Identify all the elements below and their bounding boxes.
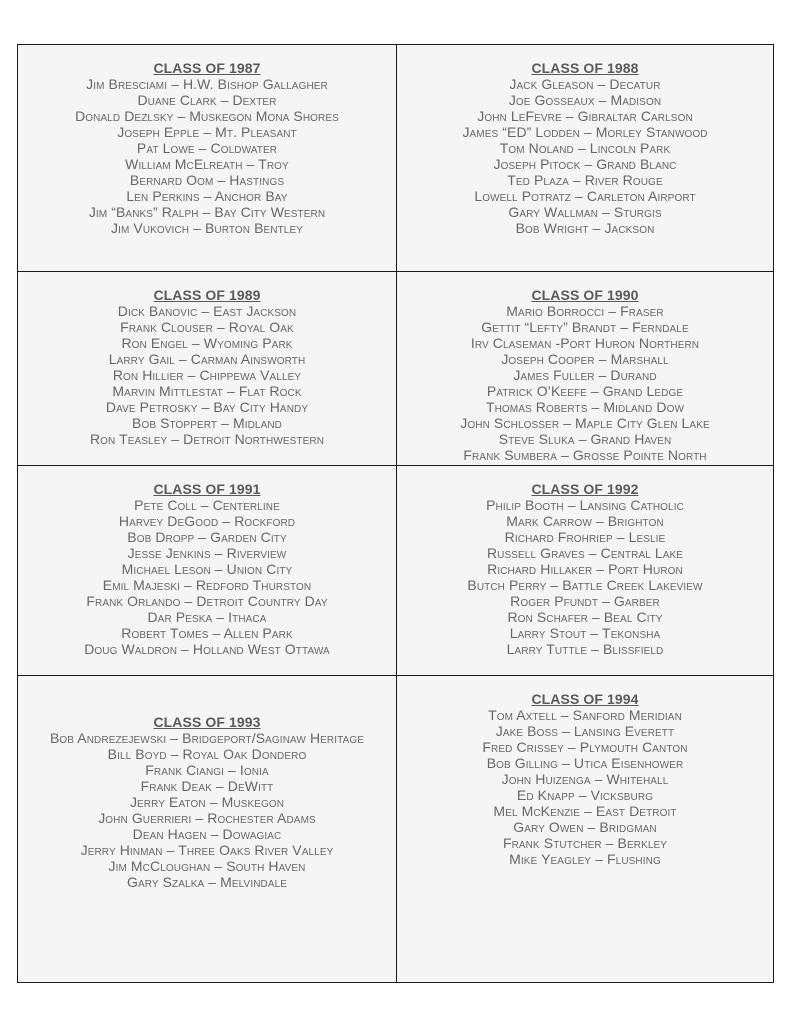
member-entry: Jim McCloughan – South Haven [108, 858, 306, 874]
member-entry: Fred Crissey – Plymouth Canton [482, 739, 688, 755]
member-entry: James “ED” Lodden – Morley Stanwood [462, 124, 708, 140]
member-entry: Jim Bresciami – H.W. Bishop Gallagher [86, 76, 328, 92]
member-entry: Emil Majeski – Redford Thurston [102, 577, 312, 593]
member-entry: Frank Stutcher – Berkley [502, 835, 668, 851]
member-entry: Harvey DeGood – Rockford [118, 513, 296, 529]
member-entry: Pat Lowe – Coldwater [136, 140, 278, 156]
member-entry: Butch Perry – Battle Creek Lakeview [467, 577, 703, 593]
class-title: CLASS OF 1990 [531, 287, 639, 303]
member-list [18, 497, 396, 657]
member-entry: Doug Waldron – Holland West Ottawa [84, 641, 330, 657]
member-entry: Jim “Banks” Ralph – Bay City Western [88, 204, 326, 220]
member-entry: Mark Carrow – Brighton [506, 513, 664, 529]
class-title: CLASS OF 1992 [531, 481, 639, 497]
member-list [397, 707, 773, 867]
class-title: CLASS OF 1993 [153, 714, 261, 730]
class-title: CLASS OF 1987 [153, 60, 261, 76]
member-entry: Len Perkins – Anchor Bay [126, 188, 288, 204]
member-entry: Steve Sluka – Grand Haven [498, 431, 672, 447]
member-entry: Bob Wright – Jackson [515, 220, 655, 236]
member-entry: Lowell Potratz – Carleton Airport [474, 188, 696, 204]
class-cell-1988 [397, 45, 773, 272]
member-entry: Ted Plaza – River Rouge [507, 172, 663, 188]
member-list [397, 76, 773, 236]
member-entry: Robert Tomes – Allen Park [121, 625, 293, 641]
member-entry: William McElreath – Troy [125, 156, 289, 172]
member-entry: Irv Claseman -Port Huron Northern [470, 335, 700, 351]
member-entry: Ron Engel – Wyoming Park [121, 335, 293, 351]
member-entry: Patrick O’Keefe – Grand Ledge [486, 383, 684, 399]
class-cell-1990 [397, 272, 773, 466]
member-entry: James Fuller – Durand [513, 367, 657, 383]
member-entry: Dar Peska – Ithaca [147, 609, 267, 625]
class-title: CLASS OF 1994 [531, 691, 639, 707]
member-entry: Richard Frohriep – Leslie [504, 529, 666, 545]
member-entry: Tom Noland – Lincoln Park [499, 140, 671, 156]
member-entry: Bob Dropp – Garden City [127, 529, 287, 545]
member-entry: John LeFevre – Gibraltar Carlson [477, 108, 693, 124]
hall-of-fame-table [17, 44, 774, 983]
member-entry: Frank Deak – DeWitt [140, 778, 274, 794]
member-entry: Dave Petrosky – Bay City Handy [105, 399, 309, 415]
member-entry: Mel McKenzie – East Detroit [493, 803, 677, 819]
member-list [397, 497, 773, 657]
member-entry: Bernard Oom – Hastings [129, 172, 285, 188]
member-entry: Frank Orlando – Detroit Country Day [86, 593, 328, 609]
member-list [18, 76, 396, 236]
class-cell-1987 [18, 45, 397, 272]
member-entry: Marvin Mittlestat – Flat Rock [112, 383, 302, 399]
member-entry: Jerry Hinman – Three Oaks River Valley [80, 842, 334, 858]
member-entry: Roger Pfundt – Garber [510, 593, 660, 609]
member-entry: Gary Wallman – Sturgis [508, 204, 662, 220]
member-entry: Larry Gail – Carman Ainsworth [108, 351, 306, 367]
class-title: CLASS OF 1988 [531, 60, 639, 76]
member-entry: Joseph Pitock – Grand Blanc [493, 156, 677, 172]
member-entry: Russell Graves – Central Lake [486, 545, 684, 561]
member-entry: Bob Gilling – Utica Eisenhower [486, 755, 684, 771]
member-entry: Dean Hagen – Dowagiac [132, 826, 282, 842]
class-cell-1992 [397, 466, 773, 676]
member-entry: Gettit “Lefty” Brandt – Ferndale [481, 319, 689, 335]
member-entry: Bob Stoppert – Midland [132, 415, 282, 431]
member-entry: Bill Boyd – Royal Oak Dondero [107, 746, 307, 762]
member-entry: Philip Booth – Lansing Catholic [486, 497, 684, 513]
class-cell-1989 [18, 272, 397, 466]
member-entry: Ron Hillier – Chippewa Valley [112, 367, 302, 383]
member-entry: Duane Clark – Dexter [137, 92, 277, 108]
member-entry: Mike Yeagley – Flushing [509, 851, 661, 867]
member-list [18, 303, 396, 447]
member-list [397, 303, 773, 463]
member-entry: John Schlosser – Maple City Glen Lake [460, 415, 710, 431]
member-entry: Frank Ciangi – Ionia [145, 762, 269, 778]
member-entry: Richard Hillaker – Port Huron [487, 561, 683, 577]
member-entry: John Huizenga – Whitehall [501, 771, 669, 787]
member-entry: Jake Boss – Lansing Everett [495, 723, 675, 739]
class-title: CLASS OF 1989 [153, 287, 261, 303]
member-entry: Frank Clouser – Royal Oak [120, 319, 294, 335]
member-entry: Jerry Eaton – Muskegon [129, 794, 285, 810]
member-entry: Jack Gleason – Decatur [509, 76, 661, 92]
member-entry: Jim Vukovich – Burton Bentley [110, 220, 304, 236]
member-entry: Ron Teasley – Detroit Northwestern [89, 431, 325, 447]
member-list [18, 730, 396, 890]
member-entry: Larry Stout – Tekonsha [509, 625, 661, 641]
member-entry: Bob Andrezejewski – Bridgeport/Saginaw Heritage [49, 730, 365, 746]
member-entry: Joseph Epple – Mt. Pleasant [117, 124, 297, 140]
member-entry: Michael Leson – Union City [121, 561, 293, 577]
class-cell-1994 [397, 676, 773, 982]
member-entry: Ron Schafer – Beal City [507, 609, 663, 625]
class-cell-1993 [18, 676, 397, 982]
member-entry: John Guerrieri – Rochester Adams [98, 810, 316, 826]
class-title: CLASS OF 1991 [153, 481, 261, 497]
member-entry: Tom Axtell – Sanford Meridian [488, 707, 682, 723]
member-entry: Mario Borrocci – Fraser [506, 303, 664, 319]
member-entry: Dick Banovic – East Jackson [117, 303, 297, 319]
member-entry: Ed Knapp – Vicksburg [516, 787, 654, 803]
member-entry: Thomas Roberts – Midland Dow [485, 399, 685, 415]
member-entry: Larry Tuttle – Blissfield [506, 641, 664, 657]
member-entry: Joe Gosseaux – Madison [508, 92, 662, 108]
member-entry: Pete Coll – Centerline [134, 497, 280, 513]
member-entry: Donald Dezlsky – Muskegon Mona Shores [75, 108, 339, 124]
member-entry: Gary Szalka – Melvindale [126, 874, 288, 890]
member-entry: Gary Owen – Bridgman [513, 819, 657, 835]
member-entry: Frank Sumbera – Grosse Pointe North [463, 447, 707, 463]
member-entry: Joseph Cooper – Marshall [501, 351, 669, 367]
class-cell-1991 [18, 466, 397, 676]
member-entry: Jesse Jenkins – Riverview [127, 545, 287, 561]
